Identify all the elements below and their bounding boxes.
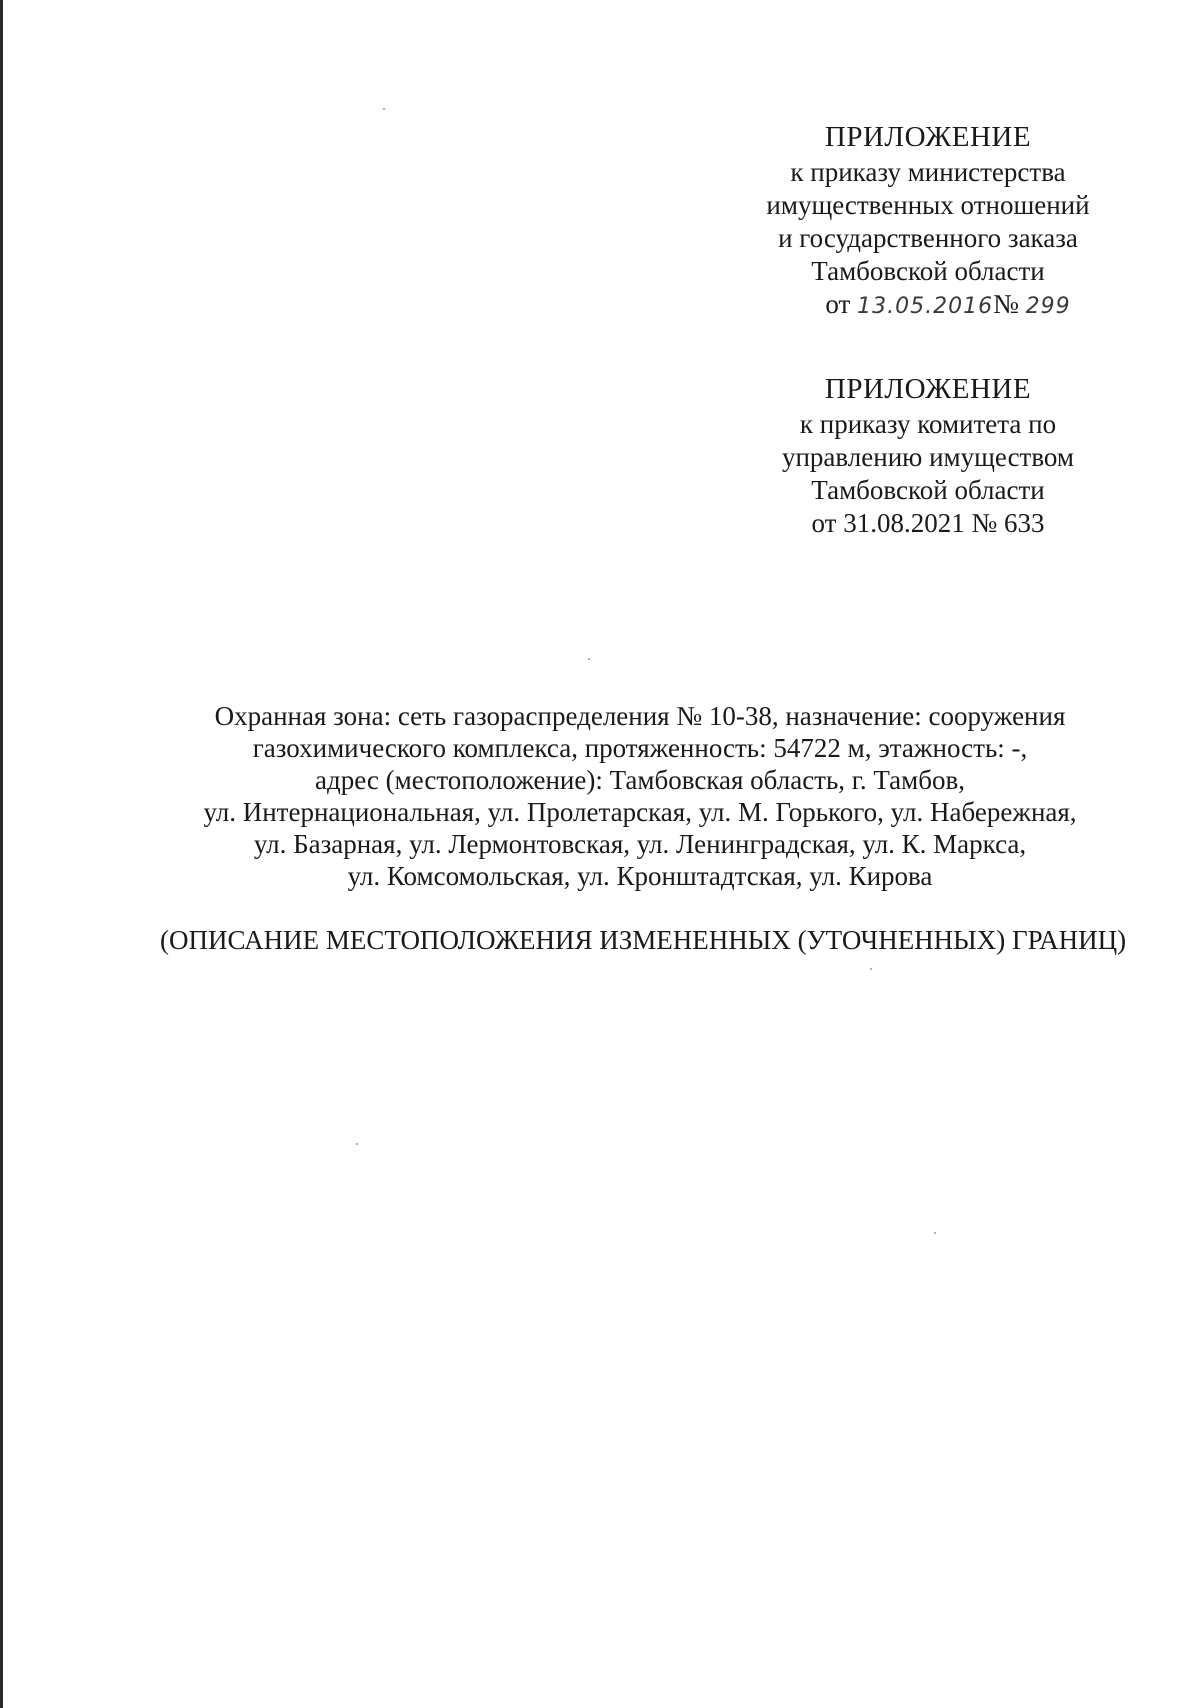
appendix-line: к приказу комитета по	[799, 409, 1057, 439]
appendix-heading: ПРИЛОЖЕНИЕ	[824, 121, 1032, 153]
appendix-line: к приказу министерства	[790, 157, 1066, 187]
date-prefix: от	[825, 289, 851, 319]
scan-speck	[934, 1232, 936, 1234]
handwritten-number: 299	[1025, 294, 1071, 319]
scan-speck	[383, 108, 385, 110]
appendix-line: имущественных отношений	[766, 190, 1090, 220]
scan-speck	[588, 658, 590, 660]
appendix-date-line	[718, 288, 1138, 323]
description-line: газохимического комплекса, протяженность: 54722 м, этажность: -,	[252, 733, 1028, 763]
protection-zone-description	[160, 700, 1120, 892]
appendix-line: и государственного заказа	[778, 223, 1078, 253]
description-line: ул. Интернациональная, ул. Пролетарская, ул. М. Горького, ул. Набережная,	[203, 797, 1077, 827]
appendix-block-ministry	[718, 118, 1138, 323]
appendix-line: Тамбовской области	[811, 475, 1045, 505]
appendix-heading: ПРИЛОЖЕНИЕ	[824, 373, 1032, 405]
appendix-line: Тамбовской области	[811, 256, 1045, 286]
description-line: ул. Базарная, ул. Лермонтовская, ул. Ленинградская, ул. К. Маркса,	[253, 829, 1027, 859]
section-subtitle: (ОПИСАНИЕ МЕСТОПОЛОЖЕНИЯ ИЗМЕНЕННЫХ (УТОЧНЕННЫХ) ГРАНИЦ)	[160, 925, 1127, 955]
description-line: ул. Комсомольская, ул. Кронштадтская, ул. Кирова	[347, 861, 933, 891]
appendix-line: от 31.08.2021 № 633	[811, 508, 1045, 538]
scan-speck	[870, 968, 872, 970]
scan-left-edge	[0, 0, 3, 1708]
description-line: Охранная зона: сеть газораспределения № 10-38, назначение: сооружения	[214, 701, 1066, 731]
handwritten-date: 13.05.2016	[857, 294, 994, 319]
description-line: адрес (местоположение): Тамбовская область, г. Тамбов,	[315, 765, 965, 795]
scan-speck	[356, 1143, 358, 1145]
number-sign: №	[993, 289, 1019, 319]
appendix-line: управлению имуществом	[781, 442, 1074, 472]
appendix-block-committee	[718, 370, 1138, 540]
